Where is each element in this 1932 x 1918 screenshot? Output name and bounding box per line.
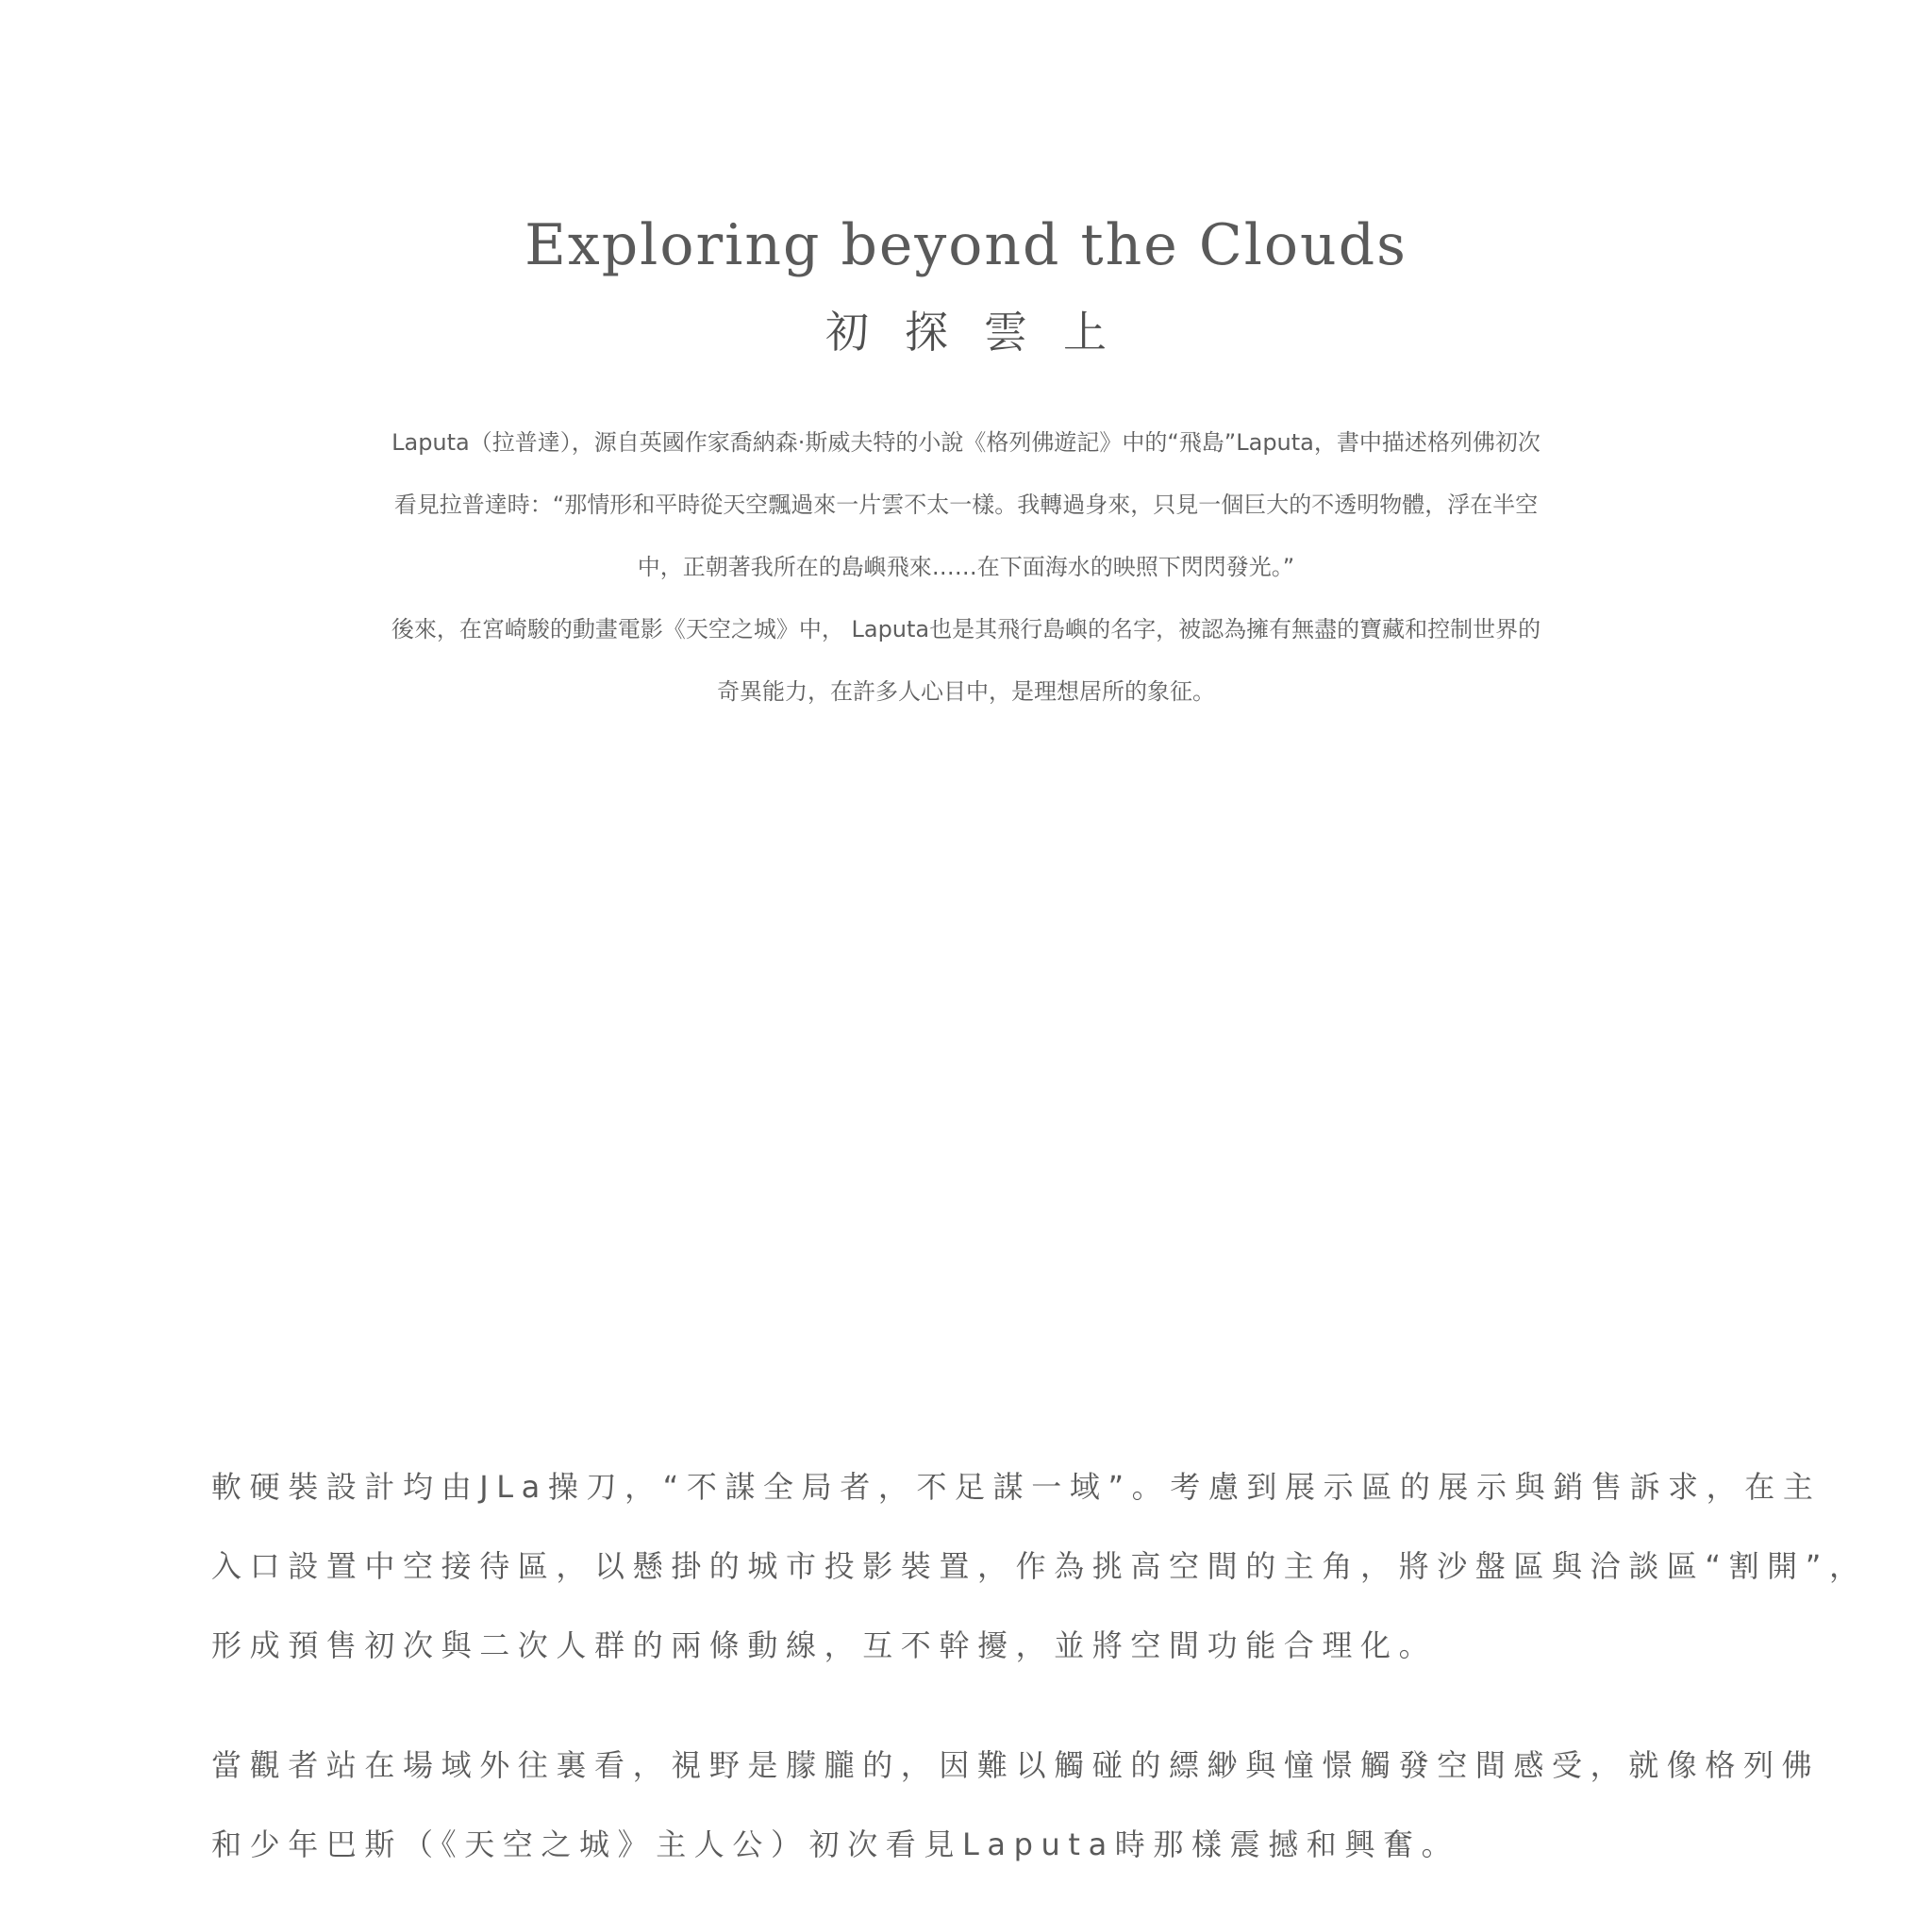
body-line: 入口設置中空接待區，以懸掛的城市投影裝置，作為挑高空間的主角，將沙盤區與洽談區“割開”， (211, 1548, 1868, 1584)
body-line: 軟硬裝設計均由JLa操刀，“不謀全局者，不足謀一域”。考慮到展示區的展示與銷售訴求，在主 (211, 1469, 1822, 1505)
body-line: 形成預售初次與二次人群的兩條動線，互不幹擾，並將空間功能合理化。 (211, 1627, 1438, 1663)
body-paragraph-2 (211, 1726, 1821, 1884)
intro-line: 奇異能力，在許多人心目中，是理想居所的象征。 (717, 678, 1215, 705)
page-title-chinese: 初探雲上 (825, 307, 1142, 358)
qr-code-icon (217, 1283, 308, 1368)
intro-line: 看見拉普達時：“那情形和平時從天空飄過來一片雲不太一樣。我轉過身來，只見一個巨大的不透明物體，浮在半空 (393, 492, 1539, 518)
intro-line: 後來，在宮崎駿的動畫電影《天空之城》中， Laputa也是其飛行島嶼的名字，被認為擁有無盡的寶藏和控制世界的 (391, 616, 1541, 642)
body-line: 和少年巴斯（《天空之城》主人公）初次看見Laputa時那樣震撼和興奮。 (211, 1826, 1460, 1862)
body-paragraph-1 (211, 1447, 1868, 1685)
page-title-english: Exploring beyond the Clouds (525, 212, 1407, 278)
intro-text (311, 411, 1621, 723)
intro-line: Laputa（拉普達），源自英國作家喬納森·斯威夫特的小說《格列佛遊記》中的“飛島”Laputa，書中描述格列佛初次 (391, 429, 1541, 456)
body-line: 當觀者站在場域外往裏看，視野是朦朧的，因難以觸碰的縹緲與憧憬觸發空間感受，就像格列佛 (211, 1747, 1821, 1783)
intro-line: 中，正朝著我所在的島嶼飛來……在下面海水的映照下閃閃發光。” (637, 554, 1295, 580)
